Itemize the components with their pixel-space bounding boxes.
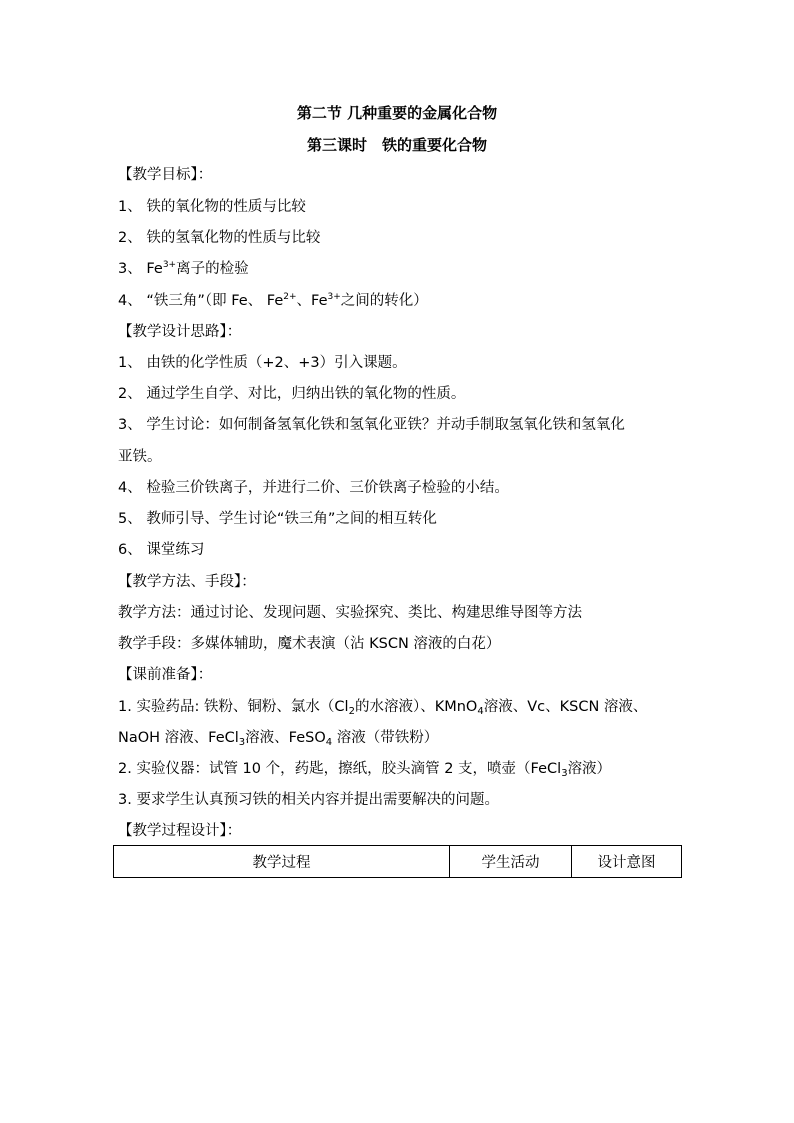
design-item-6: 6、 课堂练习 bbox=[118, 542, 205, 558]
column-header-process: 教学过程 bbox=[114, 846, 450, 878]
teaching-method: 教学方法：通过讨论、发现问题、实验探究、类比、构建思维导图等方法 bbox=[118, 605, 582, 621]
section-title: 第二节 几种重要的金属化合物 bbox=[296, 104, 498, 122]
prep-heading: 【课前准备】： bbox=[118, 667, 213, 683]
lesson-subtitle: 第三课时 铁的重要化合物 bbox=[306, 136, 487, 154]
prep-item-1-cont: NaOH 溶液、FeCl$_3$溶液、FeSO$_4$ 溶液（带铁粉） bbox=[118, 730, 439, 748]
objective-item-1: 1、 铁的氧化物的性质与比较 bbox=[118, 199, 306, 215]
objective-item-2: 2、 铁的氢氧化物的性质与比较 bbox=[118, 230, 321, 246]
prep-item-3: 3. 要求学生认真预习铁的相关内容并提出需要解决的问题。 bbox=[118, 792, 499, 808]
design-item-1: 1、 由铁的化学性质（+2、+3）引入课题。 bbox=[118, 355, 407, 371]
design-heading: 【教学设计思路】： bbox=[118, 324, 242, 340]
objective-item-3: 3、 $Fe^{3+}$离子的检验 bbox=[118, 260, 249, 277]
design-item-3-line-2: 亚铁。 bbox=[118, 449, 162, 465]
design-item-4: 4、 检验三价铁离子，并进行二价、三价铁离子检验的小结。 bbox=[118, 480, 509, 496]
objectives-heading: 【教学目标】： bbox=[118, 167, 213, 183]
design-item-3-line-1: 3、 学生讨论：如何制备氢氧化铁和氢氧化亚铁？并动手制取氢氧化铁和氢氧化 bbox=[118, 417, 625, 433]
design-item-5: 5、 教师引导、学生讨论“铁三角”之间的相互转化 bbox=[118, 511, 437, 527]
table-header-row bbox=[114, 846, 682, 878]
teaching-means: 教学手段：多媒体辅助，魔术表演（沾 KSCN 溶液的白花） bbox=[118, 636, 501, 652]
prep-item-1: 1. 实验药品: 铁粉、铜粉、氯水（$Cl_2$的水溶液）、KMnO$_4$溶液、Vc、KSCN 溶液、 bbox=[118, 699, 648, 717]
column-header-student-activity: 学生活动 bbox=[450, 846, 572, 878]
column-header-design-intent: 设计意图 bbox=[572, 846, 682, 878]
process-table bbox=[113, 845, 682, 878]
methods-heading: 【教学方法、手段】： bbox=[118, 574, 256, 590]
process-heading: 【教学过程设计】： bbox=[118, 823, 242, 839]
prep-item-2: 2. 实验仪器：试管 10 个，药匙，擦纸，胶头滴管 2 支，喷壶（FeCl$_3$溶液） bbox=[118, 761, 612, 779]
design-item-2: 2、 通过学生自学、对比，归纳出铁的氧化物的性质。 bbox=[118, 386, 466, 402]
objective-item-4: 4、 “铁三角”（即 Fe、 $Fe^{2+}$、$Fe^{3+}$之间的转化） bbox=[118, 292, 428, 309]
